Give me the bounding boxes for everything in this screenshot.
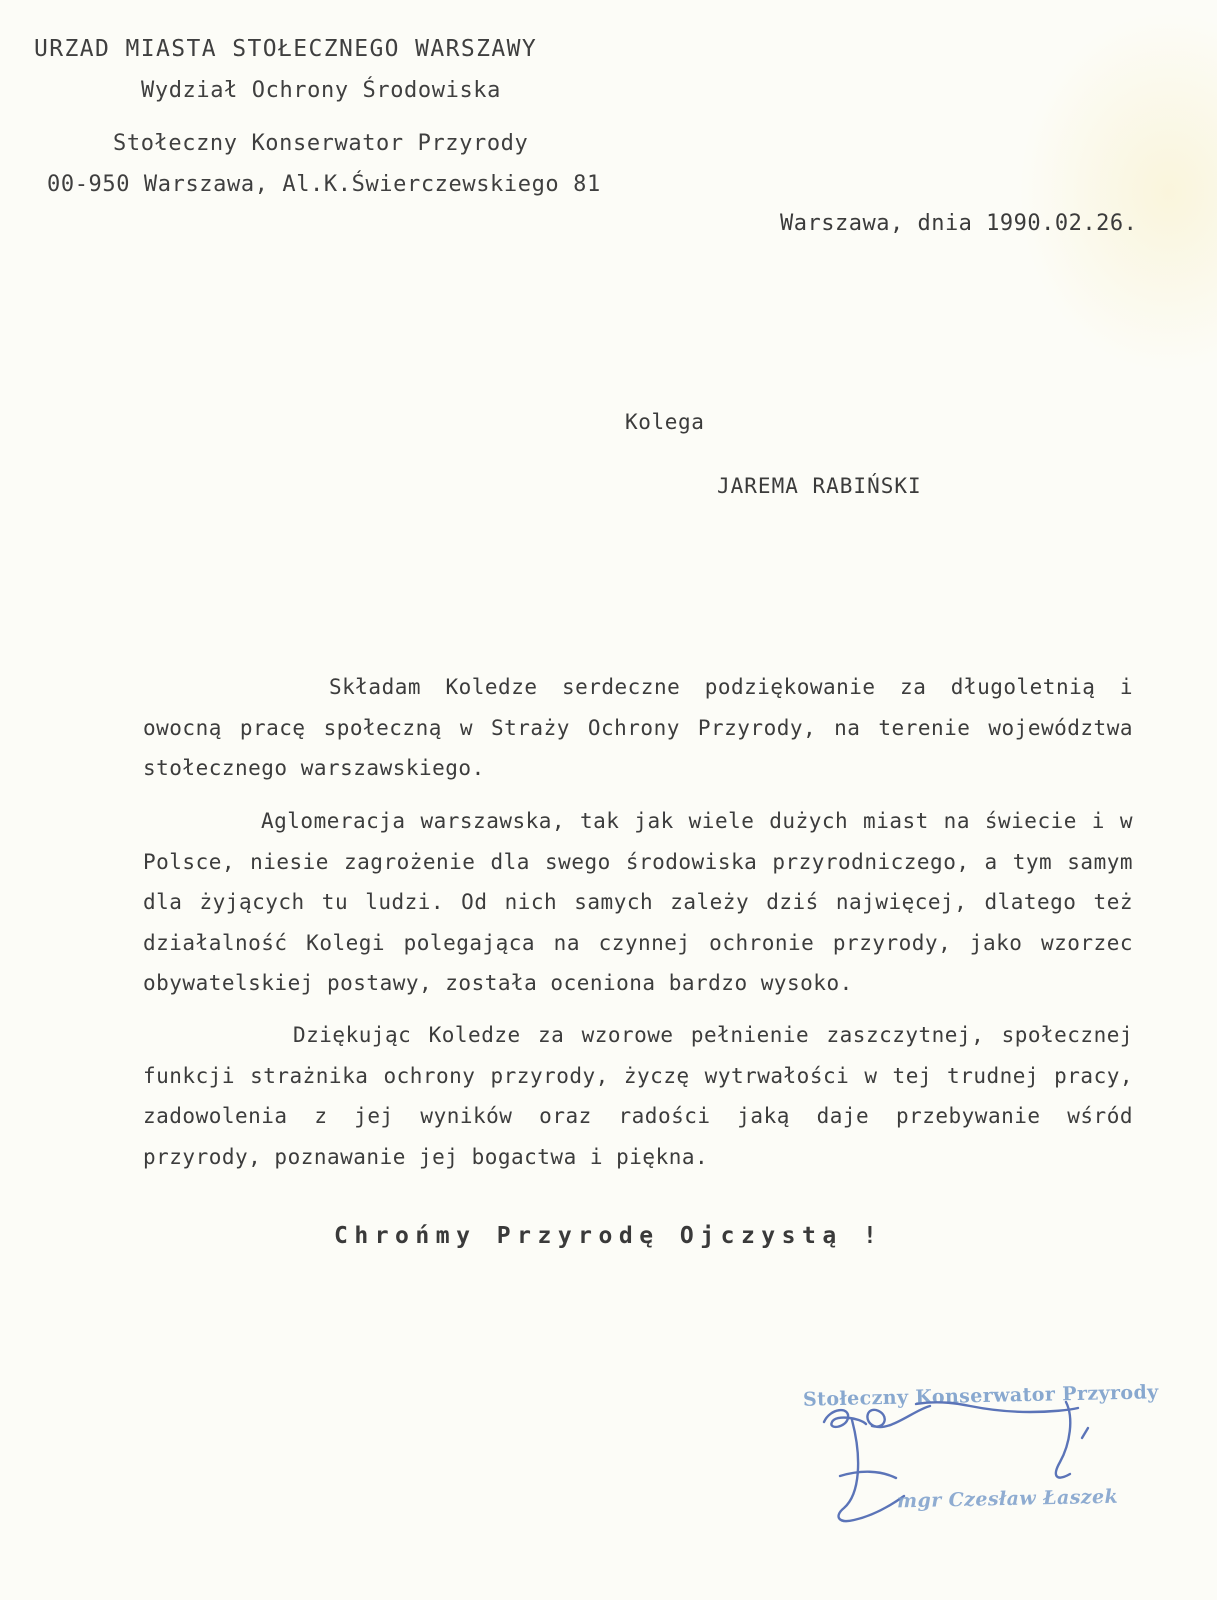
letter-date: Warszawa, dnia 1990.02.26.	[780, 211, 1138, 236]
stamp-name: mgr Czesław Łaszek	[896, 1485, 1119, 1513]
body-paragraph-2: Aglomeracja warszawska, tak jak wiele dużych miast na świecie i w Polsce, niesie zagrożenie dla swego środowiska przyrodniczego, a tym samym dla żyjących tu ludzi. Od nich samych zależy dziś najwięcej, dlatego też działalność Kolegi polegająca na czynnej ochronie przyrody, jako wzorzec obywatelskiej postawy, została oceniona bardzo wysoko.	[143, 809, 1133, 995]
letterhead-office: URZAD MIASTA STOŁECZNEGO WARSZAWY	[34, 36, 538, 62]
recipient-name: JAREMA RABIŃSKI	[717, 474, 922, 498]
letterhead-address: 00-950 Warszawa, Al.K.Świerczewskiego 81	[47, 172, 601, 197]
letterhead-role: Stołeczny Konserwator Przyrody	[113, 131, 529, 156]
recipient-salutation: Kolega	[625, 410, 705, 434]
closing-motto: Chrońmy Przyrodę Ojczystą !	[334, 1223, 884, 1249]
letterhead-department: Wydział Ochrony Środowiska	[141, 78, 501, 103]
stamp-office: Stołeczny Konserwator Przyrody	[802, 1381, 1159, 1411]
body-paragraph-1: Składam Koledze serdeczne podziękowanie za długoletnią i owocną pracę społeczną w Straży Ochrony Przyrody, na terenie województwa stołecznego warszawskiego.	[143, 675, 1133, 780]
body-paragraph-3: Dziękując Koledze za wzorowe pełnienie zaszczytnej, społecznej funkcji strażnika ochrony przyrody, życzę wytrwałości w tej trudnej pracy, zadowolenia z jej wyników oraz radości jaką daje przebywanie wśród przyrody, poznawanie jej bogactwa i piękna.	[143, 1023, 1133, 1169]
